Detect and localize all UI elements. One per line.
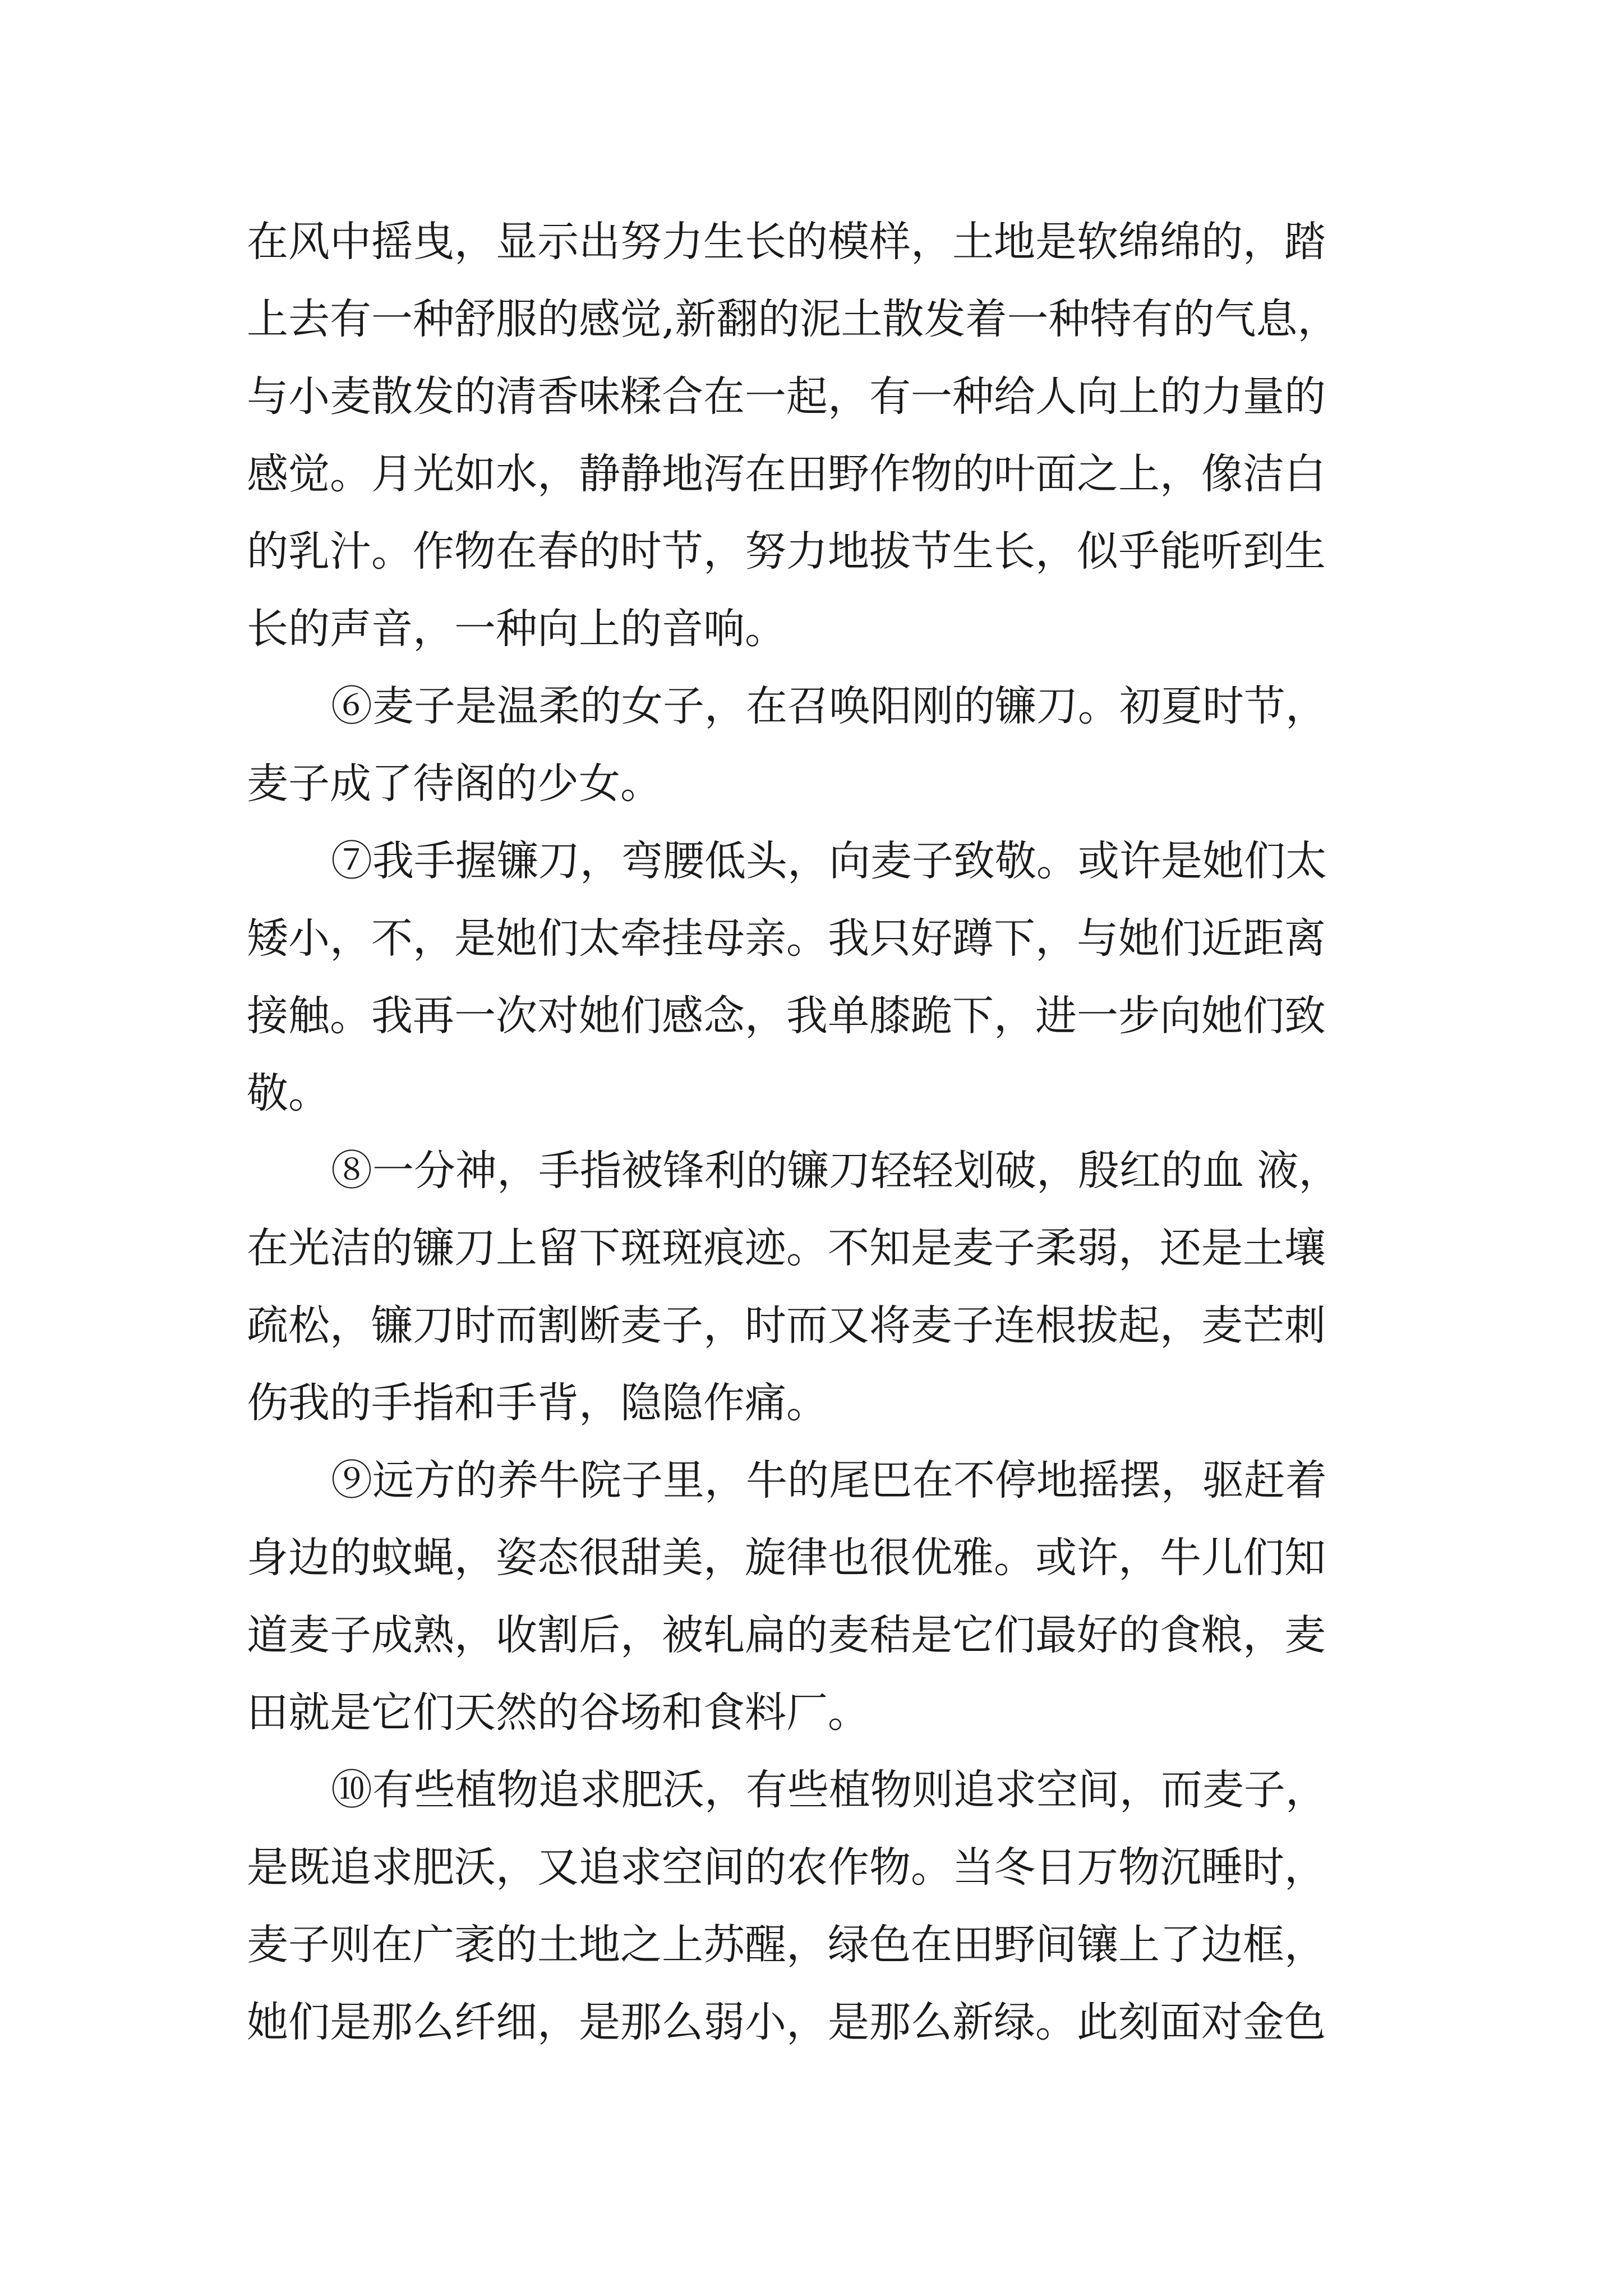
text-line: 麦子则在广袤的土地之上苏醒，绿色在田野间镶上了边框， — [247, 1921, 1326, 1969]
text-line: 身边的蚊蝇，姿态很甜美，旋律也很优雅。或许，牛儿们知 — [247, 1534, 1326, 1582]
paragraph-6-start: ⑥麦子是温柔的女子，在召唤阳刚的镰刀。初夏时节， — [331, 682, 1327, 730]
text-line: 敬。 — [247, 1069, 330, 1117]
text-line: 上去有一种舒服的感觉,新翻的泥土散发着一种特有的气息， — [247, 295, 1339, 343]
text-line: 在风中摇曳，显示出努力生长的模样，土地是软绵绵的，踏 — [247, 218, 1326, 266]
text-line: 是既追求肥沃，又追求空间的农作物。当冬日万物沉睡时， — [247, 1843, 1326, 1892]
text-line: 长的声音，一种向上的音响。 — [247, 605, 786, 653]
text-line: 伤我的手指和手背，隐隐作痛。 — [247, 1379, 828, 1427]
text-line: 与小麦散发的清香味糅合在一起，有一种给人向上的力量的 — [247, 372, 1326, 421]
text-line: 道麦子成熟，收割后，被轧扁的麦秸是它们最好的食粮，麦 — [247, 1611, 1326, 1659]
text-line: 麦子成了待阁的少女。 — [247, 760, 662, 808]
text-line: 田就是它们天然的谷场和食料厂。 — [247, 1688, 869, 1737]
text-line: 在光洁的镰刀上留下斑斑痕迹。不知是麦子柔弱，还是土壤 — [247, 1224, 1326, 1272]
text-line: 接触。我再一次对她们感念，我单膝跪下，进一步向她们致 — [247, 992, 1326, 1040]
text-line: 疏松，镰刀时而割断麦子，时而又将麦子连根拔起，麦芒刺 — [247, 1301, 1326, 1350]
text-line: 的乳汁。作物在春的时节，努力地拔节生长，似乎能听到生 — [247, 527, 1326, 576]
paragraph-9-start: ⑨远方的养牛院子里，牛的尾巴在不停地摇摆，驱赶着 — [331, 1456, 1327, 1504]
text-line: 矮小，不，是她们太牵挂母亲。我只好蹲下，与她们近距离 — [247, 914, 1326, 963]
text-line: 她们是那么纤细，是那么弱小，是那么新绿。此刻面对金色 — [247, 1998, 1326, 2046]
paragraph-10-start: ⑩有些植物追求肥沃，有些植物则追求空间，而麦子， — [331, 1766, 1327, 1814]
text-line: 感觉。月光如水，静静地泻在田野作物的叶面之上，像洁白 — [247, 450, 1326, 498]
paragraph-8-start: ⑧一分神，手指被锋利的镰刀轻轻划破，殷红的血 液， — [331, 1147, 1340, 1195]
paragraph-7-start: ⑦我手握镰刀，弯腰低头，向麦子致敬。或许是她们太 — [331, 837, 1327, 885]
